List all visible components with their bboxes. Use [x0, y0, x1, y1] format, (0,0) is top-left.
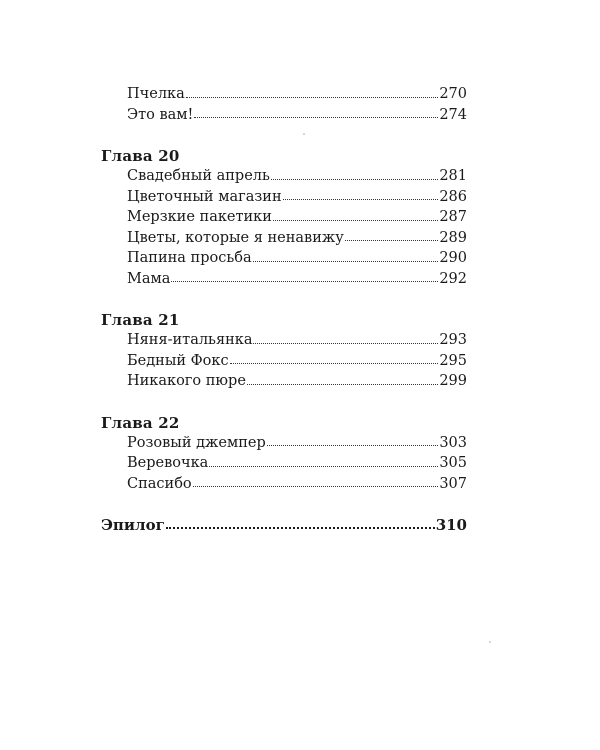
paper-speck — [489, 641, 491, 643]
toc-intro-group — [101, 84, 467, 125]
toc-chapter-group — [101, 413, 467, 495]
dot-leader — [253, 343, 438, 344]
toc-entry-page: 290 — [439, 250, 467, 266]
toc-entry[interactable] — [101, 84, 467, 105]
toc-entry[interactable] — [101, 248, 467, 269]
toc-entry-page: 305 — [439, 455, 467, 471]
toc-entry[interactable] — [101, 187, 467, 208]
dot-leader — [166, 527, 435, 529]
toc-entry-title: Свадебный апрель — [127, 168, 270, 184]
toc-entry[interactable] — [101, 269, 467, 290]
dot-leader — [247, 384, 438, 385]
dot-leader — [271, 179, 438, 180]
toc-entry[interactable] — [101, 433, 467, 454]
toc-entry-title: Пчелка — [127, 86, 185, 102]
dot-leader — [345, 240, 439, 241]
paper-speck — [303, 133, 305, 135]
toc-entry-title: Цветы, которые я ненавижу — [127, 229, 344, 246]
toc-entry[interactable] — [101, 166, 467, 187]
toc-entry-epilogue[interactable] — [101, 515, 467, 536]
toc-entry[interactable] — [101, 330, 467, 351]
toc-entry-page: 281 — [439, 168, 467, 184]
toc-chapter-group — [101, 146, 467, 289]
toc-entry-title: Эпилог — [101, 516, 165, 534]
toc-entry-page: 299 — [439, 373, 467, 389]
table-of-contents — [101, 84, 467, 536]
toc-entry-title: Цветочный магазин — [127, 188, 282, 205]
toc-entry-page: 289 — [439, 229, 467, 246]
toc-chapter-group — [101, 310, 467, 392]
toc-entry-page: 287 — [439, 209, 467, 225]
dot-leader — [267, 445, 439, 446]
toc-entry[interactable] — [101, 371, 467, 392]
toc-entry[interactable] — [101, 351, 467, 372]
toc-entry-page: 303 — [439, 434, 467, 451]
toc-entry[interactable] — [101, 453, 467, 474]
toc-entry-title: Розовый джемпер — [127, 434, 266, 451]
toc-entry-title: Веревочка — [127, 455, 209, 471]
toc-entry-page: 307 — [439, 475, 467, 492]
toc-entry[interactable] — [101, 474, 467, 495]
toc-entry[interactable] — [101, 228, 467, 249]
dot-leader — [283, 199, 439, 200]
toc-entry-page: 292 — [439, 270, 467, 287]
dot-leader — [194, 117, 438, 118]
toc-entry-page: 295 — [439, 352, 467, 369]
chapter-heading[interactable]: Глава 21 — [101, 311, 180, 329]
dot-leader — [209, 466, 438, 467]
toc-entry-title: Никакого пюре — [127, 373, 246, 389]
toc-entry-title: Папина просьба — [127, 250, 252, 266]
chapter-heading[interactable]: Глава 20 — [101, 147, 180, 165]
toc-entry[interactable] — [101, 207, 467, 228]
toc-entry-title: Мама — [127, 270, 171, 287]
toc-epilogue-group — [101, 515, 467, 536]
toc-entry[interactable] — [101, 105, 467, 126]
toc-entry-title: Спасибо — [127, 475, 192, 492]
dot-leader — [171, 281, 438, 282]
dot-leader — [193, 486, 439, 487]
dot-leader — [186, 97, 439, 98]
toc-entry-title: Няня-итальянка — [127, 332, 253, 348]
toc-entry-page: 270 — [439, 86, 467, 102]
toc-entry-title: Мерзкие пакетики — [127, 209, 272, 225]
toc-entry-page: 274 — [439, 106, 467, 123]
toc-entry-title: Бедный Фокс — [127, 352, 229, 369]
toc-entry-title: Это вам! — [127, 106, 194, 123]
dot-leader — [253, 261, 439, 262]
chapter-heading[interactable]: Глава 22 — [101, 413, 180, 432]
dot-leader — [230, 363, 439, 364]
toc-entry-page: 310 — [435, 516, 467, 534]
toc-entry-page: 286 — [439, 188, 467, 205]
toc-entry-page: 293 — [439, 332, 467, 348]
dot-leader — [273, 220, 438, 221]
